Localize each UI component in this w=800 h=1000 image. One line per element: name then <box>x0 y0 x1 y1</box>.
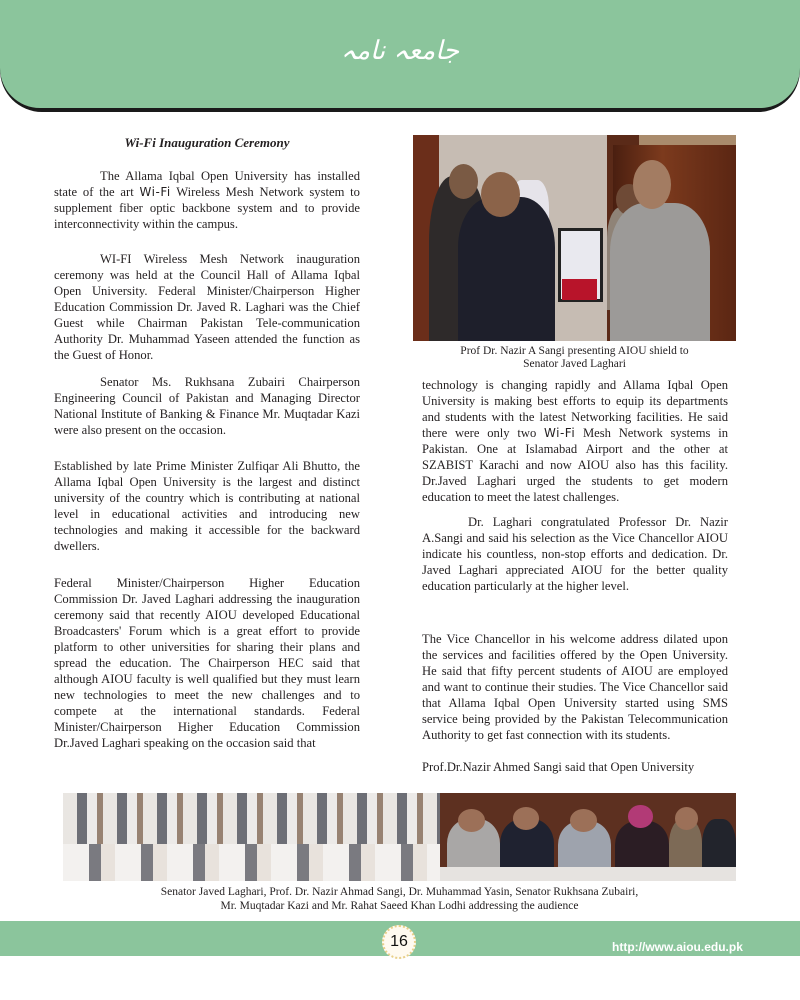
left-paragraph-3: Senator Ms. Rukhsana Zubairi Chairperson Engineering Council of Pakistan and Managing Director National Institute of Banking & Finance Mr. Muqtadar Kazi were also present on the occasion. <box>54 375 360 437</box>
page-number-badge: 16 <box>382 925 416 959</box>
photo-shield-presentation <box>413 135 736 341</box>
left-paragraph-2: WI-FI Wireless Mesh Network inauguration ceremony was held at the Council Hall of Allama Iqbal Open University. Federal Minister/Chairperson Higher Education Commission Dr. Javed R. Laghari was the Chief Guest while Chairman Pakistan Tele-communication Authority Dr. Muhammad Yaseen attended the function as the Guest of Honor. <box>54 252 360 362</box>
left-paragraph-1: The Allama Iqbal Open University has installed state of the art Wi-Fi Wireless Mesh Network system to supplement fiber optic backbone system and to provide interconnectivity within the campus. <box>54 169 360 231</box>
left-paragraph-5: Federal Minister/Chairperson Higher Education Commission Dr. Javed Laghari addressing the inauguration ceremony said that recently AIOU developed Educational Broadcasters' Forum which is a great effort to provide platform to other universities for sharing their plans and spread the education. The Chairperson HEC said that although AIOU faculty is well qualified but they must learn new technologies to meet the new challenges and to compete at the international standards. Federal Minister/Chairperson Higher Education Commission Dr.Javed Laghari speaking on the occasion said that <box>54 576 360 750</box>
right-paragraph-2: Dr. Laghari congratulated Professor Dr. Nazir A.Sangi and said his selection as the Vice Chancellor AIOU indicate his countless, non-stop efforts and dedication. Dr. Javed Laghari appreciated AIOU for the better quality education particularly at the higher level. <box>422 515 728 593</box>
photo-caption-top: Prof Dr. Nazir A Sangi presenting AIOU shield to Senator Javed Laghari <box>460 345 689 370</box>
right-paragraph-4: Prof.Dr.Nazir Ahmed Sangi said that Open University <box>422 760 695 774</box>
right-paragraph-3: The Vice Chancellor in his welcome address dilated upon the services and facilities offered by the Open University. He said that fifty percent students of AIOU are employed and want to continue their studies. The Vice Chancellor said that Allama Iqbal Open University started using SMS service being provided by the Pakistan Telecommunication Authority to get fast connection with its students. <box>422 632 728 742</box>
publication-title: جامعہ نامہ <box>340 36 460 66</box>
website-link[interactable]: http://www.aiou.edu.pk <box>612 940 743 954</box>
photo-panel-addressing-audience <box>63 793 736 881</box>
header-banner <box>0 0 800 108</box>
photo-caption-bottom: Senator Javed Laghari, Prof. Dr. Nazir Ahmad Sangi, Dr. Muhammad Yasin, Senator Rukhsana Zubairi, Mr. Muqtadar Kazi and Mr. Rahat Saeed Khan Lodhi addressing the audience <box>160 886 639 912</box>
article-title: Wi-Fi Inauguration Ceremony <box>124 135 290 150</box>
right-paragraph-1: technology is changing rapidly and Allama Iqbal Open University is making best efforts to equip its departments and students with the latest Networking facilities. He said there were only two Wi-Fi Mesh Network systems in Pakistan. One at Islamabad Airport and the other at SZABIST Karachi and now AIOU also has this facility. Dr.Javed Laghari urged the students to get modern education to meet the latest challenges. <box>422 378 729 504</box>
left-paragraph-4: Established by late Prime Minister Zulfiqar Ali Bhutto, the Allama Iqbal Open University is the largest and distinct university of the country which is contributing at national level in educational activities and introducing new technologies and making it accessible for the backward dwellers. <box>54 459 360 553</box>
